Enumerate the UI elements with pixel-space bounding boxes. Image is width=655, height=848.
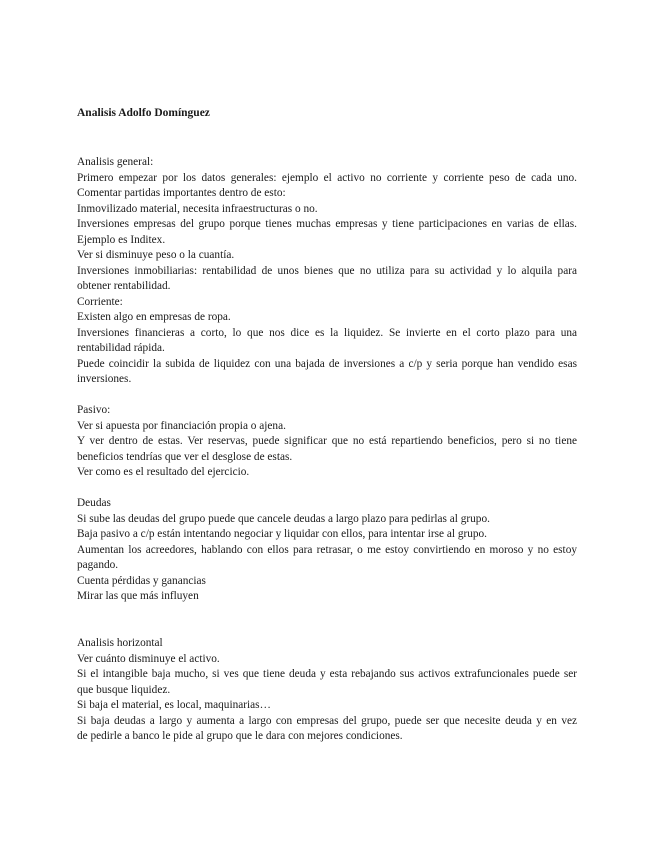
section-heading: Pasivo: bbox=[77, 404, 111, 416]
paragraph-line: Aumentan los acreedores, hablando con ellos para retrasar, o me estoy convirtiendo en moroso y no estoy bbox=[77, 544, 577, 556]
paragraph-line: Si baja el material, es local, maquinarias… bbox=[77, 699, 271, 711]
paragraph-line: Puede coincidir la subida de liquidez con una bajada de inversiones a c/p y seria porque han vendido esas bbox=[77, 358, 577, 370]
paragraph-line: Existen algo en empresas de ropa. bbox=[77, 311, 231, 323]
paragraph-line: Inversiones inmobiliarias: rentabilidad de unos bienes que no utiliza para su actividad y lo alquila para bbox=[77, 265, 577, 277]
section-heading: Cuenta pérdidas y ganancias bbox=[77, 575, 206, 587]
paragraph-line: Baja pasivo a c/p están intentando negociar y liquidar con ellos, para intentar irse al grupo. bbox=[77, 528, 488, 540]
paragraph-line: Inversiones financieras a corto, lo que nos dice es la liquidez. Se invierte en el corto plazo para una bbox=[77, 327, 577, 339]
paragraph-line: obtener rentabilidad. bbox=[77, 280, 171, 292]
section-heading: Analisis horizontal bbox=[77, 637, 163, 649]
paragraph-line: inversiones. bbox=[77, 373, 132, 385]
section-heading: Deudas bbox=[77, 497, 111, 509]
paragraph-line: Ver cuánto disminuye el activo. bbox=[77, 653, 220, 665]
paragraph-line: Mirar las que más influyen bbox=[77, 590, 199, 602]
paragraph-line: Inmovilizado material, necesita infraestructuras o no. bbox=[77, 203, 318, 215]
paragraph-line: beneficios tendrías que ver el desglose de estas. bbox=[77, 451, 293, 463]
paragraph-line: de pedirle a banco le pide al grupo que le dara con mejores condiciones. bbox=[77, 730, 403, 742]
paragraph-line: Inversiones empresas del grupo porque tienes muchas empresas y tiene participaciones en varias de ellas. bbox=[77, 218, 577, 230]
paragraph-line: Y ver dentro de estas. Ver reservas, puede significar que no está repartiendo beneficios, pero si no tiene bbox=[77, 435, 577, 447]
paragraph-line: rentabilidad rápida. bbox=[77, 342, 165, 354]
paragraph-line: que busque liquidez. bbox=[77, 684, 171, 696]
document-title: Analisis Adolfo Domínguez bbox=[77, 107, 210, 119]
paragraph-line: Ver como es el resultado del ejercicio. bbox=[77, 466, 250, 478]
paragraph-line: Primero empezar por los datos generales: ejemplo el activo no corriente y corriente peso de cada uno. bbox=[77, 172, 577, 184]
paragraph-line: Si sube las deudas del grupo puede que cancele deudas a largo plazo para pedirlas al grupo. bbox=[77, 513, 490, 525]
paragraph-line: Ver si apuesta por financiación propia o ajena. bbox=[77, 420, 286, 432]
paragraph-line: Ver si disminuye peso o la cuantía. bbox=[77, 249, 235, 261]
section-heading: Analisis general: bbox=[77, 156, 154, 168]
paragraph-line: pagando. bbox=[77, 559, 119, 571]
paragraph-line: Si el intangible baja mucho, si ves que tiene deuda y esta rebajando sus activos extrafuncionales puede ser bbox=[77, 668, 577, 680]
section-heading: Corriente: bbox=[77, 296, 123, 308]
paragraph-line: Si baja deudas a largo y aumenta a largo con empresas del grupo, puede ser que necesite deuda y en vez bbox=[77, 715, 577, 727]
paragraph-line: Ejemplo es Inditex. bbox=[77, 234, 166, 246]
paragraph-line: Comentar partidas importantes dentro de esto: bbox=[77, 187, 286, 199]
